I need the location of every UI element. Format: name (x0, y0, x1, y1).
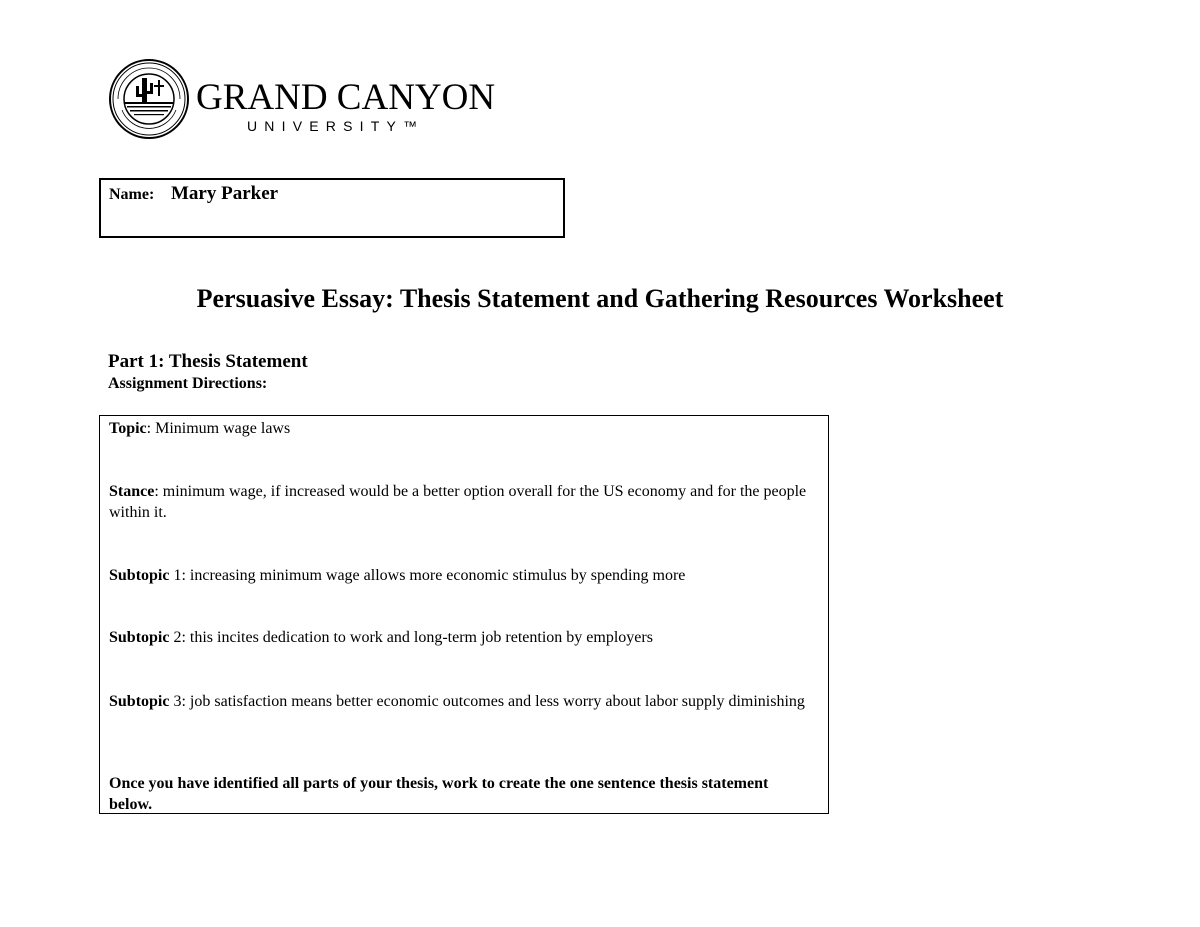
topic-line (109, 418, 814, 439)
subtopic3-label: Subtopic (109, 693, 170, 710)
subtopic1-line (109, 565, 814, 586)
subtopic2-line (109, 627, 814, 648)
topic-label: Topic (109, 420, 147, 437)
name-label: Name: (109, 186, 155, 203)
part1-heading: Part 1: Thesis Statement (108, 351, 308, 372)
stance-label: Stance (109, 483, 155, 500)
topic-value: : Minimum wage laws (146, 420, 291, 437)
assignment-directions-label: Assignment Directions: (108, 375, 268, 392)
name-value: Mary Parker (171, 183, 279, 204)
name-box (99, 178, 565, 238)
thesis-instruction: Once you have identified all parts of your thesis, work to create the one sentence thesis statement below. (109, 775, 769, 813)
university-logo-subtitle: UNIVERSITY™ (247, 118, 425, 134)
university-logo (108, 58, 496, 140)
thesis-box (99, 415, 829, 814)
subtopic2-value: 2: this incites dedication to work and long-term job retention by employers (169, 629, 653, 646)
university-seal-icon (108, 58, 190, 140)
page-title: Persuasive Essay: Thesis Statement and Gathering Resources Worksheet (196, 284, 1004, 313)
university-logo-name: GRAND CANYON (196, 77, 496, 118)
subtopic1-label: Subtopic (109, 567, 170, 584)
stance-line (109, 481, 814, 523)
stance-value: : minimum wage, if increased would be a better option overall for the US economy and for the people within it. (109, 483, 807, 521)
subtopic3-line (109, 691, 814, 712)
subtopic3-value: 3: job satisfaction means better economic outcomes and less worry about labor supply diminishing (169, 693, 805, 710)
subtopic2-label: Subtopic (109, 629, 170, 646)
subtopic1-value: 1: increasing minimum wage allows more economic stimulus by spending more (169, 567, 686, 584)
